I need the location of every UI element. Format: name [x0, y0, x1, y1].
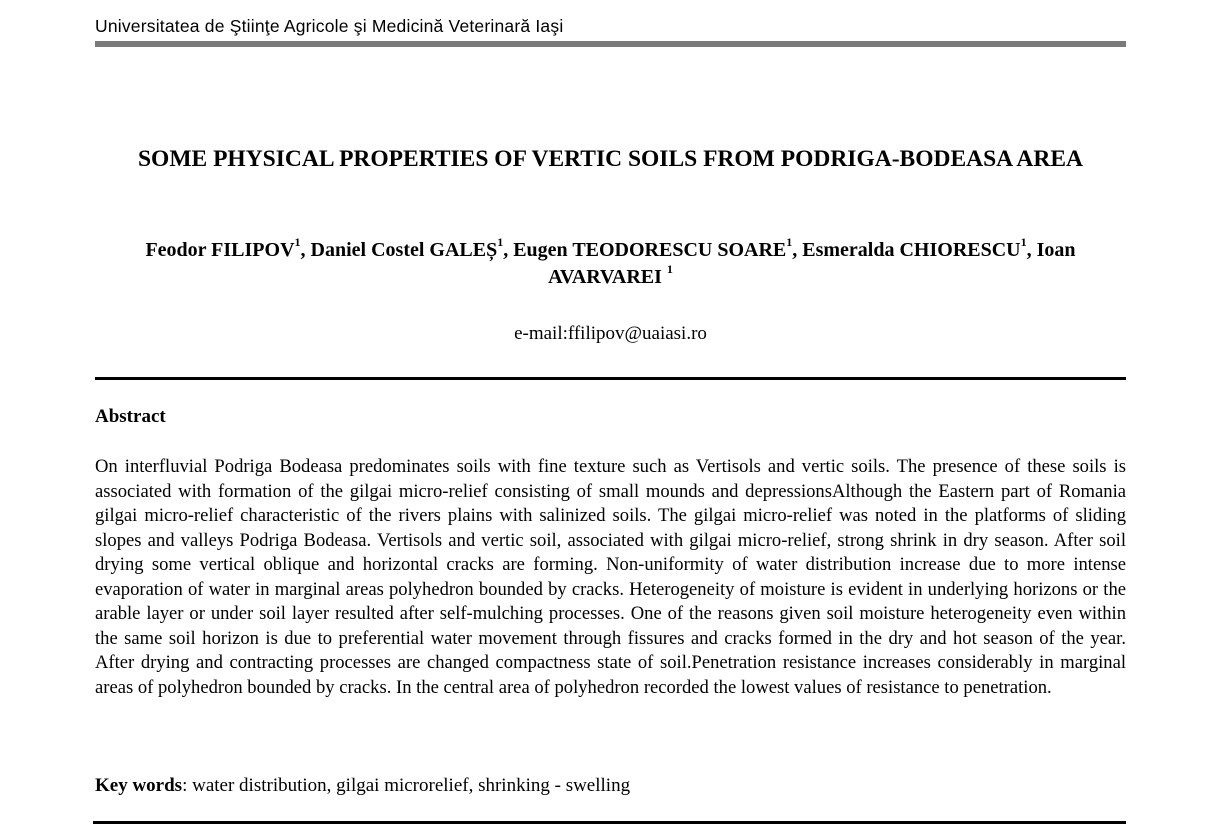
keywords-text: water distribution, gilgai microrelief, shrinking - swelling: [192, 775, 631, 796]
abstract-text: On interfluvial Podriga Bodeasa predominates soils with fine texture such as Vertisols and vertic soils. The presence of these soils is associated with formation of the gilgai micro-relief consisting of small mounds and depressionsAlthough the Eastern part of Romania gilgai micro-relief characteristic of the rivers plains with salinized soils. The gilgai micro-relief was noted in the platforms of sliding slopes and valleys Podriga Bodeasa. Vertisols and vertic soil, associated with gilgai micro-relief, strong shrink in dry season. After soil drying some vertical oblique and horizontal cracks are forming. Non-uniformity of water distribution increase due to more intense evaporation of water in marginal areas polyhedron bounded by cracks. Heterogeneity of moisture is evident in underlying horizons or the arable layer or under soil layer resulted after self-mulching processes. One of the reasons given soil moisture heterogeneity even within the same soil horizon is due to preferential water movement through fissures and cracks formed in the dry and hot season of the year. After drying and contracting processes are changed compactness state of soil.Penetration resistance increases considerably in marginal areas of polyhedron bounded by cracks. In the central area of polyhedron recorded the lowest values of resistance to penetration.: [95, 456, 1126, 698]
author-name: Esmeralda CHIORESCU: [802, 239, 1021, 261]
author-name: Eugen TEODORESCU SOARE: [513, 239, 787, 261]
author-affiliation: 1: [1020, 235, 1027, 250]
keywords-line: [95, 775, 630, 797]
paper-title: SOME PHYSICAL PROPERTIES OF VERTIC SOILS FROM PODRIGA-BODEASA AREA: [137, 146, 1084, 172]
paper-page: [95, 0, 1126, 828]
author-email: e-mail:ffilipov@uaiasi.ro: [514, 323, 707, 344]
author-list: Feodor FILIPOV$^1$, Daniel Costel GALEȘ$^1$, Eugen TEODORESCU SOARE$^1$, Esmeralda CHIORESCU$^1$, Ioan AVARVAREI $^1$: [145, 235, 1076, 288]
keywords-label: Key words: [95, 775, 183, 796]
section-divider: [93, 821, 1126, 824]
author-affiliation: 1: [497, 235, 504, 250]
header-rule: [95, 41, 1126, 47]
section-divider: [95, 377, 1126, 380]
author-name: Daniel Costel GALEȘ: [310, 239, 498, 261]
author-affiliation: 1: [666, 262, 673, 277]
author-name: Feodor FILIPOV: [145, 239, 295, 261]
abstract-heading: Abstract: [95, 406, 166, 427]
keywords-separator: :: [182, 775, 193, 796]
running-header: Universitatea de Ştiinţe Agricole şi Medicină Veterinară Iaşi: [95, 16, 564, 36]
author-name: Ioan AVARVAREI: [548, 239, 1076, 288]
author-affiliation: 1: [294, 235, 301, 250]
author-affiliation: 1: [786, 235, 793, 250]
